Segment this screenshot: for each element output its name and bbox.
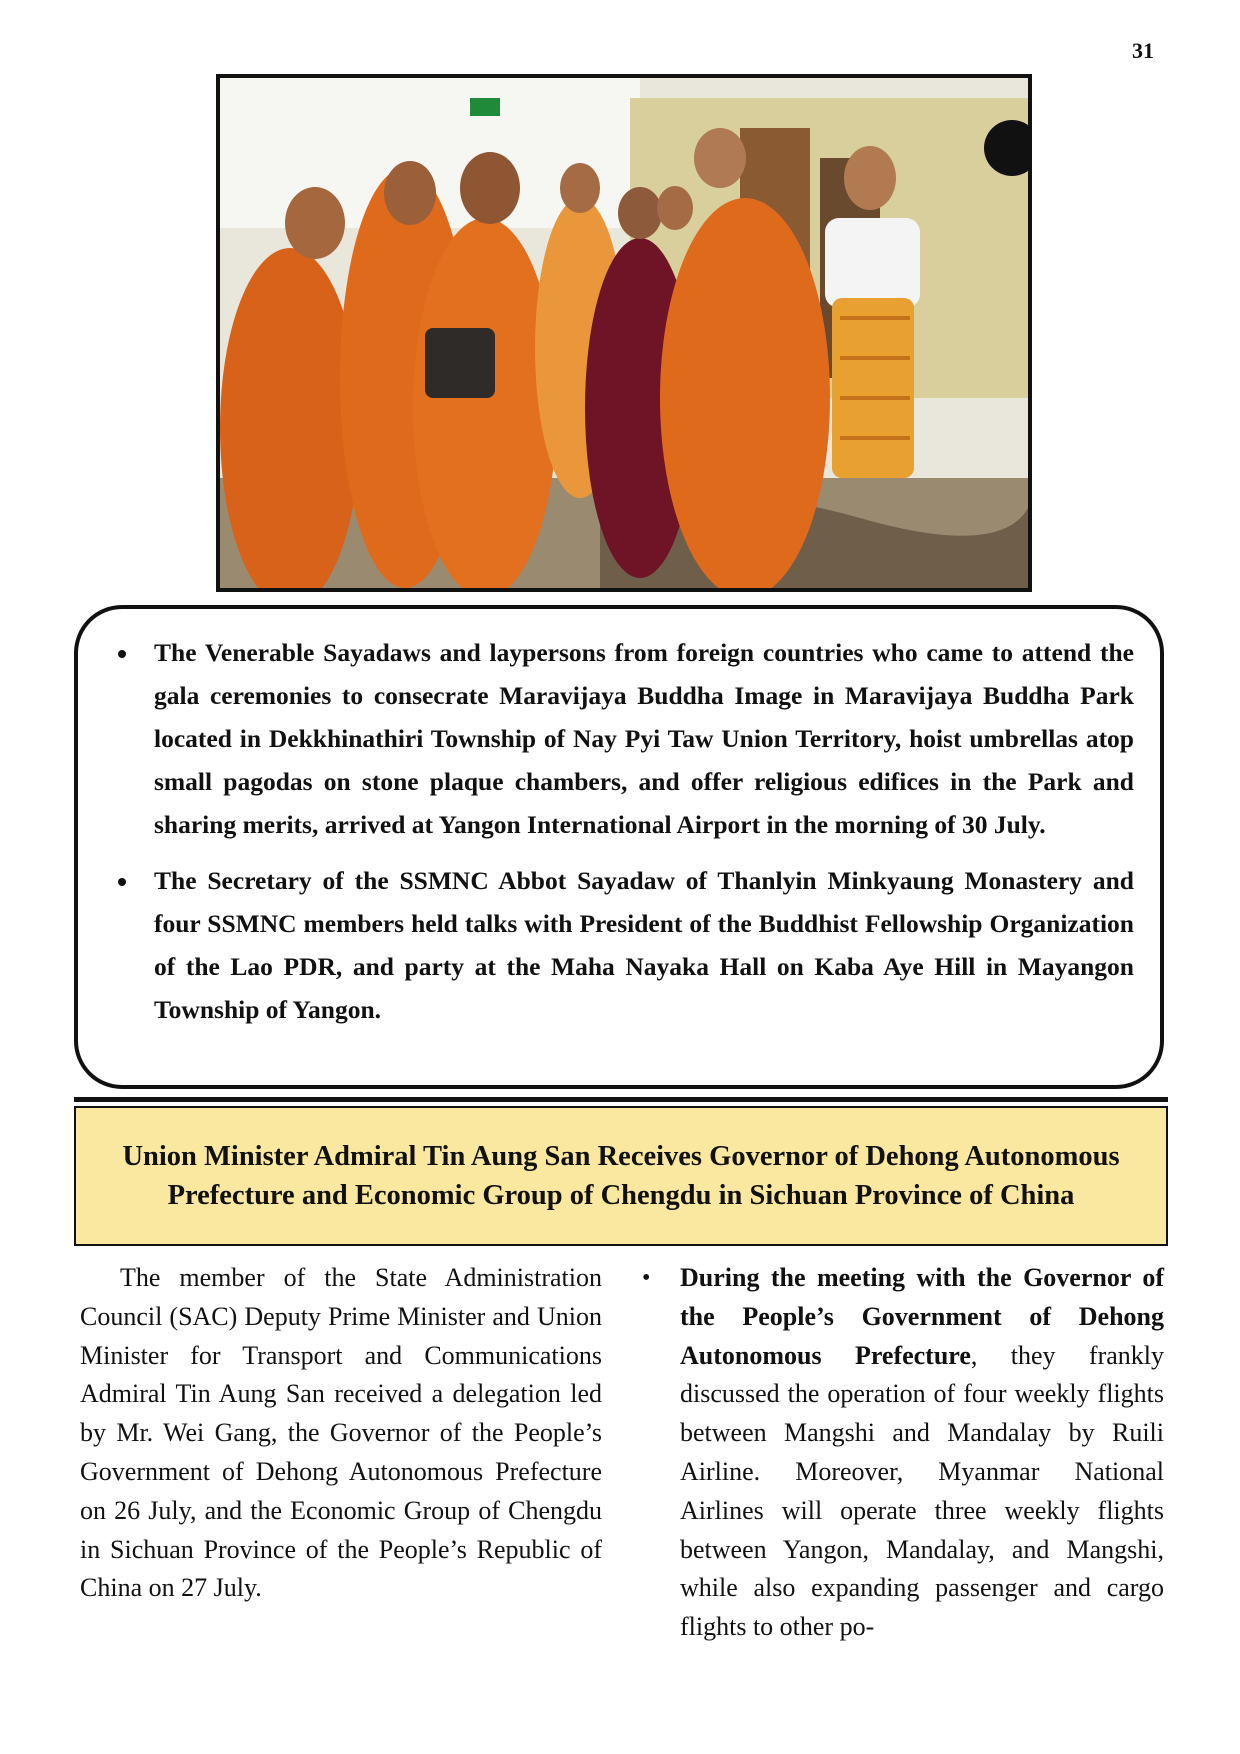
article-right-column: [640, 1259, 1164, 1647]
news-photo: [216, 74, 1032, 592]
highlights-box: [74, 605, 1164, 1089]
headline-text: Union Minister Admiral Tin Aung San Receives Governor of Dehong Autonomous Prefecture and Economic Group of Chengdu in Sichuan Province of China: [122, 1141, 1120, 1211]
right-column-paragraph: [680, 1259, 1164, 1647]
section-divider: [74, 1097, 1168, 1102]
highlight-item: • The Venerable Sayadaws and laypersons from foreign countries who came to attend the gala ceremonies to consecrate Maravijaya Buddha Image in Maravijaya Buddha Park located in Dekkhinathiri Township of Nay Pyi Taw Union Territory, hoist umbrellas atop small pagodas on stone plaque chambers, and offer religious edifices in the Park and sharing merits, arrived at Yangon International Airport in the morning of 30 July.: [140, 631, 1134, 846]
highlights-list: [100, 631, 1134, 1031]
bold-lead: During the meeting with the Governor of the People’s Government of Dehong Autonomous Prefecture: [680, 1263, 1164, 1370]
article-headline: [74, 1106, 1168, 1246]
page-number: 31: [1132, 38, 1154, 63]
photo-monks-greeting-illustration: [220, 78, 1028, 588]
bullet-icon: •: [642, 1265, 651, 1291]
article-left-column: The member of the State Administration Council (SAC) Deputy Prime Minister and Union Minister for Transport and Communications Admiral Tin Aung San received a delegation led by Mr. Wei Gang, the Governor of the People’s Government of Dehong Autonomous Prefecture on 26 July, and the Economic Group of Chengdu in Sichuan Province of the People’s Republic of China on 27 July.: [80, 1263, 602, 1603]
highlight-item: • The Secretary of the SSMNC Abbot Sayadaw of Thanlyin Minkyaung Monastery and four SSMNC members held talks with President of the Buddhist Fellowship Organization of the Lao PDR, and party at the Maha Nayaka Hall on Kaba Aye Hill in Mayangon Township of Yangon.: [140, 859, 1134, 1031]
right-column-text: , they frankly discussed the operation of four weekly flights between Mangshi and Mandalay by Ruili Airline. Moreover, Myanmar National Airlines will operate three weekly flights between Yangon, Mandalay, and Mangshi, while also expanding passenger and cargo flights to other po-: [680, 1340, 1164, 1642]
